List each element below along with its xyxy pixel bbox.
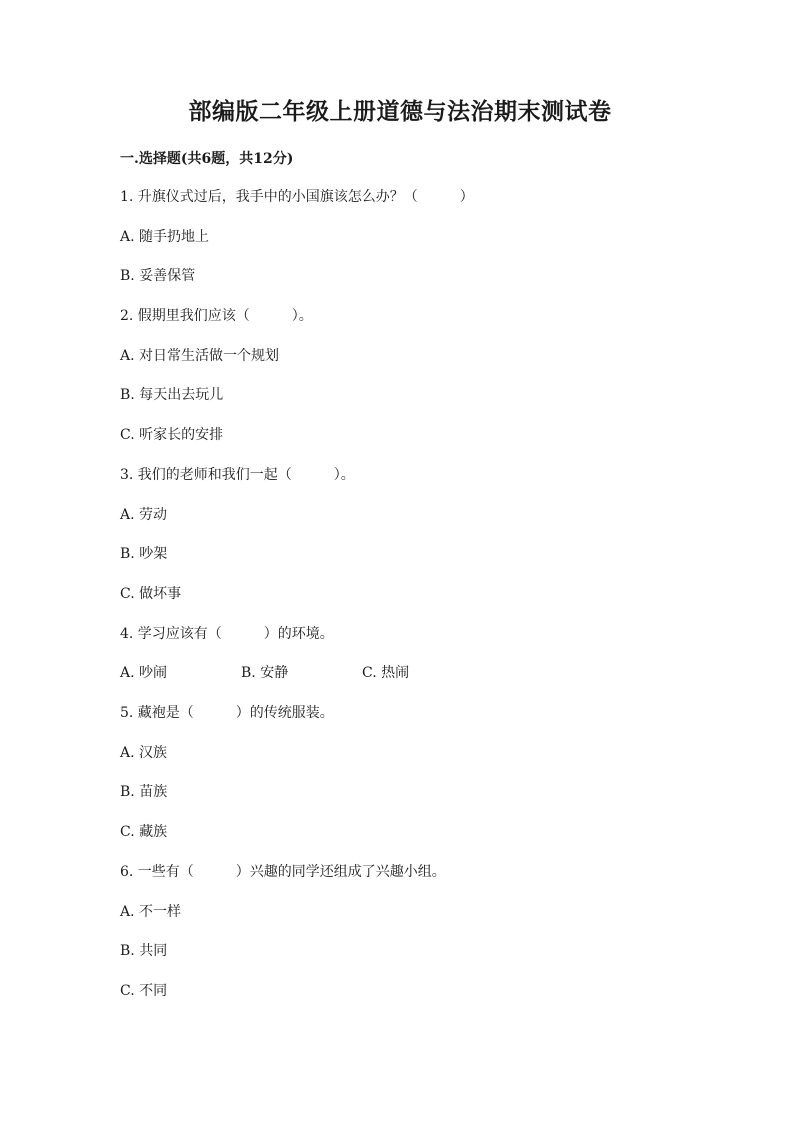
question-6-option-c: C. 不同 [120,983,168,999]
question-2-option-b: B. 每天出去玩儿 [120,387,224,403]
question-1-stem: 1. 升旗仪式过后，我手中的小国旗该怎么办？（ ） [120,189,474,205]
question-2-stem: 2. 假期里我们应该（ ）。 [120,308,313,324]
question-3-stem: 3. 我们的老师和我们一起（ ）。 [120,467,355,483]
question-2-option-a: A. 对日常生活做一个规划 [120,348,280,364]
question-5-option-b: B. 苗族 [120,784,168,800]
question-4-option-a: A. 吵闹 [120,665,168,681]
question-6-option-a: A. 不一样 [120,904,182,920]
question-4-stem: 4. 学习应该有（ ）的环境。 [120,626,334,642]
question-3-option-b: B. 吵架 [120,546,168,562]
question-6-stem: 6. 一些有（ ）兴趣的同学还组成了兴趣小组。 [120,864,446,880]
question-5-option-a: A. 汉族 [120,745,168,761]
question-1-option-a: A. 随手扔地上 [120,229,210,245]
question-3-option-c: C. 做坏事 [120,586,182,602]
question-1-option-b: B. 妥善保管 [120,268,196,284]
question-4-option-b: B. 安静 [241,665,289,681]
question-5-stem: 5. 藏袍是（ ）的传统服装。 [120,705,334,721]
question-2-option-c: C. 听家长的安排 [120,427,224,443]
question-6-option-b: B. 共同 [120,943,168,959]
question-4-option-c: C. 热闹 [362,665,410,681]
section-heading: 一.选择题(共6题，共12分) [120,151,294,167]
question-3-option-a: A. 劳动 [120,507,168,523]
question-5-option-c: C. 藏族 [120,824,168,840]
document-title: 部编版二年级上册道德与法治期末测试卷 [188,98,612,125]
question-4-options-row [120,662,409,684]
